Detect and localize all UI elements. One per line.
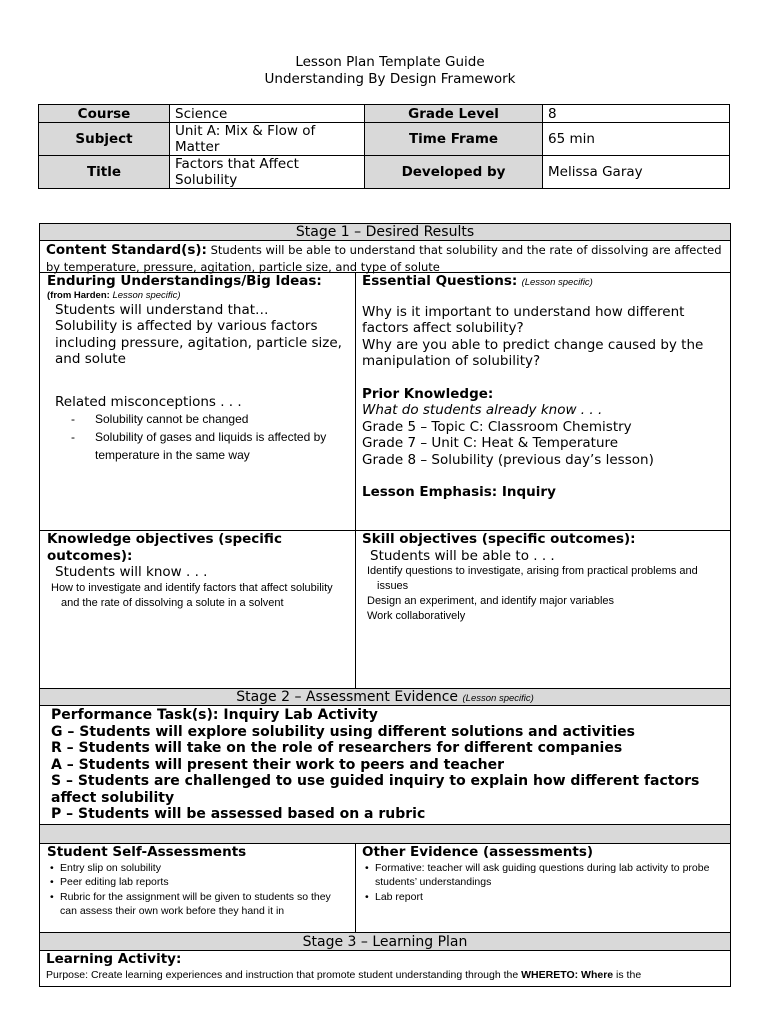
prior-knowledge-item: Grade 8 – Solubility (previous day’s lesson)	[362, 451, 654, 468]
section-separator	[40, 824, 730, 844]
grasps-item: P – Students will be assessed based on a rubric	[51, 806, 426, 822]
content-standards-label: Content Standard(s):	[46, 242, 207, 258]
purpose-whereto: WHERETO:	[521, 968, 579, 981]
self-assessment-item: • Rubric for the assignment will be given to students so they can assess their own work before they hand it in	[47, 890, 349, 919]
column-divider	[355, 844, 356, 932]
eq-question-1: Why is it important to understand how different factors affect solubility?	[362, 303, 685, 336]
so-heading: Skill objectives (specific outcomes):	[362, 531, 636, 547]
prior-knowledge-sub: What do students already know . . .	[362, 402, 603, 418]
eu-source: (from Harden:	[47, 289, 113, 301]
content-standards	[46, 241, 726, 272]
performance-task-value: Inquiry Lab Activity	[218, 707, 378, 723]
eq-question-2: Why are you able to predict change caused by the manipulation of solubility?	[362, 336, 704, 369]
developer-value: Melissa Garay	[543, 156, 730, 189]
grasps-item: A – Students will present their work to peers and teacher	[51, 756, 504, 773]
other-evidence-item: • Formative: teacher will ask guiding questions during lab activity to probe students’ understandings	[362, 861, 724, 890]
eq-lesson-specific: (Lesson specific)	[521, 277, 593, 288]
title-label: Title	[39, 156, 170, 189]
prior-knowledge-heading: Prior Knowledge:	[362, 385, 494, 402]
ko-intro: Students will know . . .	[55, 564, 208, 580]
eu-idea: Solubility is affected by various factors including pressure, agitation, particle size, and solute	[55, 318, 342, 367]
essential-questions	[362, 273, 724, 501]
lesson-emphasis: Lesson Emphasis: Inquiry	[362, 484, 556, 500]
so-item: Work collaboratively	[367, 610, 466, 622]
self-assessment-item: • Entry slip on solubility	[47, 861, 349, 876]
course-label: Course	[39, 105, 170, 123]
stage3-header: Stage 3 – Learning Plan	[40, 932, 730, 951]
self-assessments-heading: Student Self-Assessments	[47, 844, 247, 860]
misconceptions-heading: Related misconceptions . . .	[55, 393, 242, 410]
eu-lesson-specific: Lesson specific)	[112, 289, 181, 301]
misconception-item: - Solubility of gases and liquids is affected by temperature in the same way	[57, 428, 353, 464]
subject-label: Subject	[39, 123, 170, 156]
so-item: Design an experiment, and identify major variables	[367, 595, 615, 607]
grade-value: 8	[543, 105, 730, 123]
grasps-item: R – Students will take on the role of researchers for different companies	[51, 740, 623, 756]
course-value: Science	[170, 105, 365, 123]
skill-objectives	[362, 531, 722, 624]
so-item: Identify questions to investigate, arising from practical problems and issues	[367, 565, 698, 592]
other-evidence	[362, 844, 724, 904]
document-title: Lesson Plan Template Guide	[295, 54, 485, 70]
grasps-item: S – Students are challenged to use guided inquiry to explain how different factors affect solubility	[51, 773, 700, 806]
stage2-lesson-specific: (Lesson specific)	[462, 693, 534, 704]
purpose-tail: is the	[613, 968, 642, 981]
eu-intro: Students will understand that…	[55, 301, 269, 318]
prior-knowledge-item: Grade 5 – Topic C: Classroom Chemistry	[362, 418, 632, 435]
eq-heading: Essential Questions:	[362, 273, 518, 289]
eu-heading: Enduring Understandings/Big Ideas:	[47, 273, 322, 289]
ko-item: How to investigate and identify factors that affect solubility and the rate of dissolving a solute in a solvent	[51, 581, 333, 609]
title-value: Factors that Affect Solubility	[170, 156, 365, 189]
self-assessments-list	[47, 861, 349, 919]
column-divider	[355, 272, 356, 688]
performance-task	[51, 707, 721, 823]
stage2-title: Stage 2 – Assessment Evidence	[236, 689, 459, 705]
performance-task-label: Performance Task(s):	[51, 707, 219, 723]
grade-label: Grade Level	[365, 105, 543, 123]
so-intro: Students will be able to . . .	[370, 547, 555, 564]
learning-activity-heading: Learning Activity:	[46, 951, 182, 967]
misconceptions-list	[47, 410, 353, 464]
grasps-item: G – Students will explore solubility using different solutions and activities	[51, 723, 635, 740]
other-evidence-list	[362, 861, 724, 905]
ko-heading: Knowledge objectives (specific outcomes):	[47, 531, 282, 564]
knowledge-objectives	[47, 531, 347, 611]
self-assessments	[47, 844, 349, 919]
subject-value: Unit A: Mix & Flow of Matter	[170, 123, 365, 156]
learning-activity	[46, 951, 728, 982]
course-info-table	[38, 104, 730, 189]
learning-activity-purpose	[46, 968, 728, 982]
prior-knowledge-item: Grade 7 – Unit C: Heat & Temperature	[362, 435, 619, 451]
enduring-understandings	[47, 273, 353, 464]
other-evidence-item: • Lab report	[362, 890, 724, 905]
time-label: Time Frame	[365, 123, 543, 156]
purpose-text: Purpose: Create learning experiences and instruction that promote student understanding through the	[46, 968, 522, 981]
developer-label: Developed by	[365, 156, 543, 189]
purpose-where: Where	[578, 968, 614, 981]
document-subtitle: Understanding By Design Framework	[264, 71, 516, 87]
self-assessment-item: • Peer editing lab reports	[47, 875, 349, 890]
other-evidence-heading: Other Evidence (assessments)	[362, 844, 594, 860]
time-value: 65 min	[543, 123, 730, 156]
content-standards-text: Students will be able to understand that solubility and the rate of dissolving are affected by temperature, pressure, agitation, particle size, and type of solute	[46, 243, 722, 274]
stage2-header	[40, 688, 730, 706]
misconception-item: - Solubility cannot be changed	[57, 410, 353, 428]
stage1-header: Stage 1 – Desired Results	[40, 224, 730, 241]
